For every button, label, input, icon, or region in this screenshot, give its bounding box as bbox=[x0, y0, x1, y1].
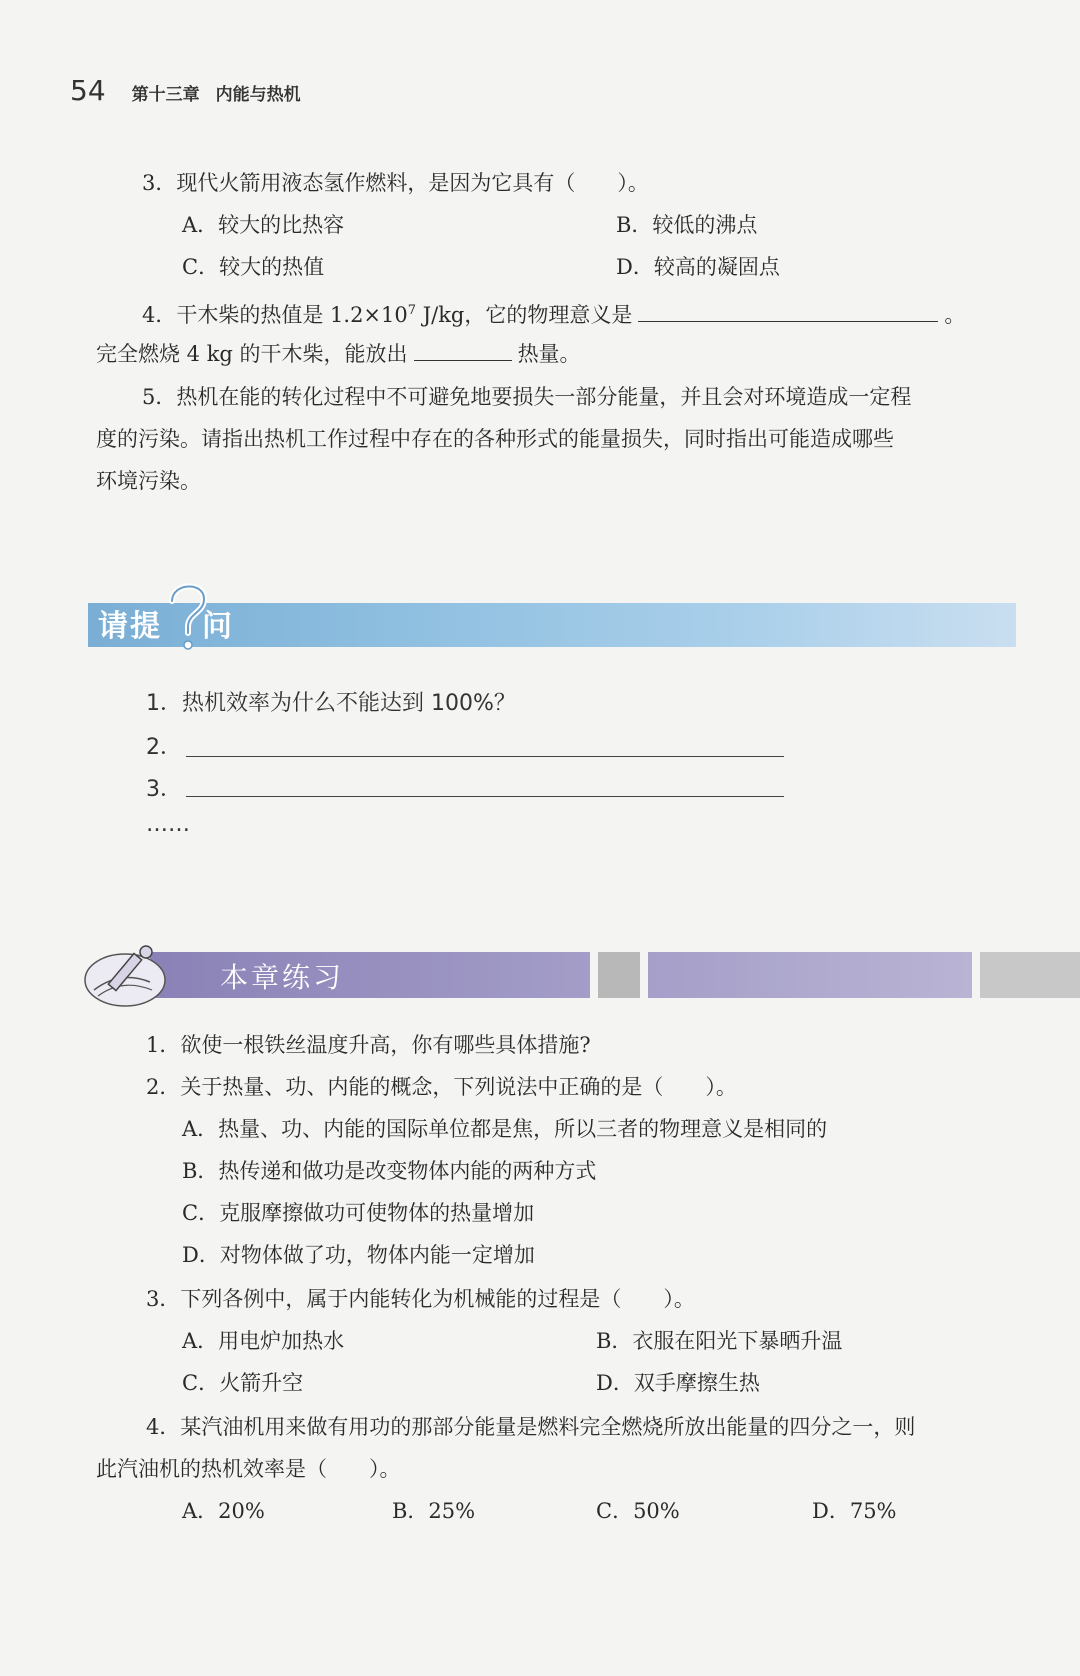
exercise-2-option-d: D．对物体做了功，物体内能一定增加 bbox=[182, 1243, 535, 1267]
exercise-4-line-2: 此汽油机的热机效率是（ ）。 bbox=[96, 1457, 401, 1481]
ask-banner-title-mark bbox=[162, 636, 202, 637]
question-3-stem: 3．现代火箭用液态氢作燃料，是因为它具有（ ）。 bbox=[142, 171, 649, 195]
ask-item-1: 1．热机效率为什么不能达到 100%？ bbox=[146, 691, 516, 716]
chapter-title: 内能与热机 bbox=[215, 85, 301, 105]
question-4-exponent: 7 bbox=[407, 303, 417, 318]
ask-item-2-label: 2． bbox=[146, 735, 182, 760]
exercise-4-option-d: D．75% bbox=[812, 1499, 897, 1523]
question-5-line-1: 5．热机在能的转化过程中不可避免地要损失一部分能量，并且会对环境造成一定程 bbox=[142, 385, 912, 409]
exercise-2-option-c: C．克服摩擦做功可使物体的热量增加 bbox=[182, 1201, 535, 1225]
banner-segment bbox=[598, 952, 640, 998]
question-5-line-2: 度的污染。请指出热机工作过程中存在的各种形式的能量损失，同时指出可能造成哪些 bbox=[96, 427, 894, 451]
question-4-text-c: 完全燃烧 4 kg 的干木柴，能放出 bbox=[96, 342, 408, 366]
exercise-1: 1．欲使一根铁丝温度升高，你有哪些具体措施? bbox=[146, 1033, 591, 1057]
exercise-3-option-d: D．双手摩擦生热 bbox=[596, 1371, 760, 1395]
pencil-notebook-icon bbox=[80, 940, 170, 1010]
exercise-3-option-c: C．火箭升空 bbox=[182, 1371, 304, 1395]
exercise-3-stem: 3．下列各例中，属于内能转化为机械能的过程是（ ）。 bbox=[146, 1287, 695, 1311]
exercise-2-option-b: B．热传递和做功是改变物体内能的两种方式 bbox=[182, 1159, 597, 1183]
question-3-option-c: C．较大的热值 bbox=[182, 255, 325, 279]
ask-banner-title-left: 请提 bbox=[98, 609, 162, 644]
banner-segment bbox=[648, 952, 972, 998]
question-4-period: 。 bbox=[944, 303, 966, 327]
question-4-text-d: 热量。 bbox=[517, 342, 581, 366]
exercise-4-line-1: 4．某汽油机用来做有用功的那部分能量是燃料完全燃烧所放出能量的四分之一，则 bbox=[146, 1415, 916, 1439]
exercise-banner-title: 本章练习 bbox=[220, 961, 345, 994]
ask-banner-title-right: 问 bbox=[202, 609, 234, 644]
exercise-4-option-c: C．50% bbox=[596, 1499, 680, 1523]
answer-blank[interactable] bbox=[414, 338, 512, 361]
exercise-4-option-b: B．25% bbox=[392, 1499, 476, 1523]
exercise-3-option-a: A．用电炉加热水 bbox=[182, 1329, 345, 1353]
question-4-line-1 bbox=[142, 296, 965, 330]
page-number: 54 bbox=[70, 74, 106, 107]
answer-blank[interactable] bbox=[638, 299, 938, 322]
ask-question-banner bbox=[88, 573, 1028, 655]
banner-segment bbox=[980, 952, 1080, 998]
question-3-option-d: D．较高的凝固点 bbox=[616, 255, 780, 279]
page-header bbox=[70, 74, 317, 114]
exercise-2-stem: 2．关于热量、功、内能的概念，下列说法中正确的是（ ）。 bbox=[146, 1075, 737, 1099]
exercise-4-option-a: A．20% bbox=[182, 1499, 265, 1523]
chapter-label bbox=[132, 80, 317, 105]
chapter-number: 第十三章 bbox=[131, 85, 200, 105]
question-4-text-b: J/kg，它的物理意义是 bbox=[416, 303, 633, 327]
banner-segment bbox=[150, 952, 590, 998]
ask-item-3-line[interactable] bbox=[186, 796, 784, 797]
question-5-line-3: 环境污染。 bbox=[96, 469, 201, 493]
question-4-text-a: 4．干木柴的热值是 1.2×10 bbox=[142, 303, 408, 327]
ask-item-2-line[interactable] bbox=[186, 756, 784, 757]
question-3-option-a: A．较大的比热容 bbox=[182, 213, 345, 237]
exercise-3-option-b: B．衣服在阳光下暴晒升温 bbox=[596, 1329, 843, 1353]
ask-banner-title bbox=[98, 601, 234, 645]
question-4-line-2 bbox=[96, 338, 581, 369]
exercise-2-option-a: A．热量、功、内能的国际单位都是焦，所以三者的物理意义是相同的 bbox=[182, 1117, 828, 1141]
ask-ellipsis: …… bbox=[146, 812, 190, 837]
question-3-option-b: B．较低的沸点 bbox=[616, 213, 758, 237]
chapter-exercise-banner bbox=[80, 940, 1030, 1010]
ask-item-3-label: 3． bbox=[146, 777, 182, 802]
